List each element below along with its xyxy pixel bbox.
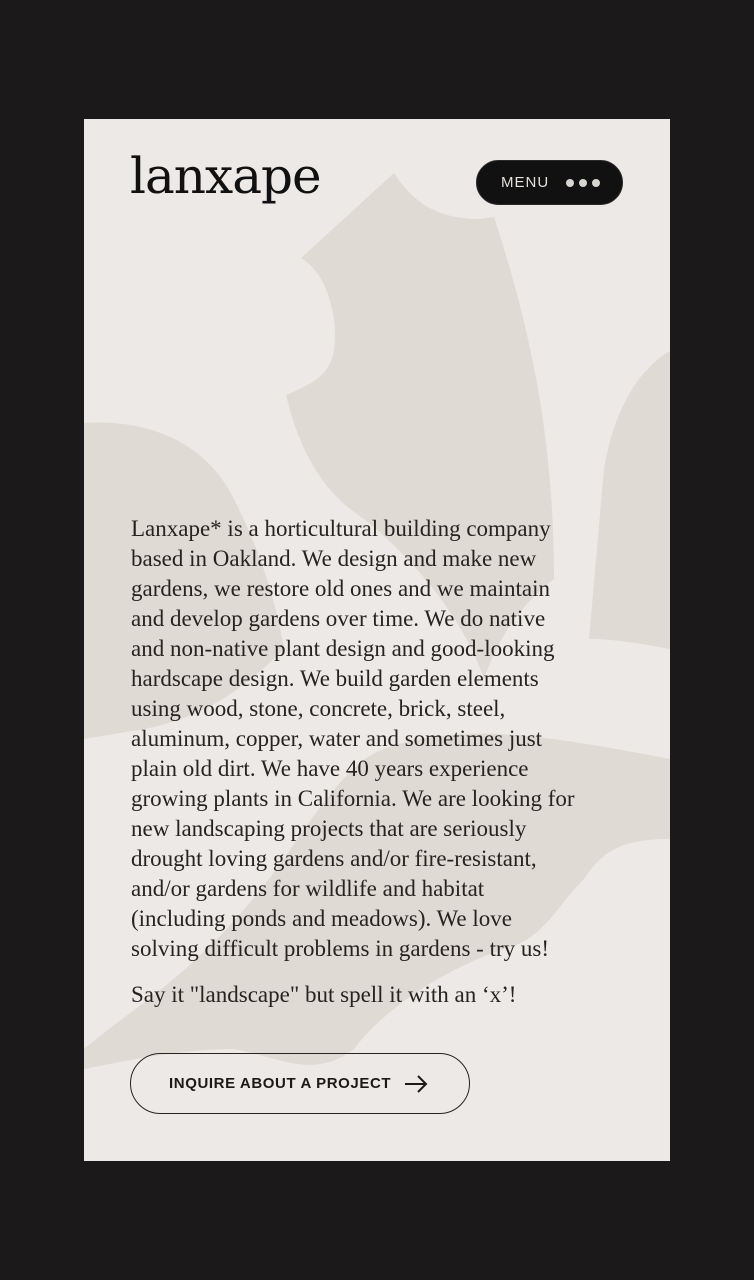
intro-line: based in Oakland. We design and make new <box>131 546 537 571</box>
intro-line: gardens, we restore old ones and we maintain <box>131 576 550 601</box>
intro-line: plain old dirt. We have 40 years experience <box>131 756 529 781</box>
more-dots-icon <box>566 179 600 187</box>
intro-line: new landscaping projects that are seriously <box>131 816 527 841</box>
menu-button[interactable] <box>476 160 623 205</box>
logo[interactable]: lanxape <box>130 147 321 205</box>
inquire-project-button[interactable] <box>130 1053 470 1114</box>
intro-line: and/or gardens for wildlife and habitat <box>131 876 485 901</box>
menu-label: MENU <box>501 174 550 191</box>
arrow-right-icon <box>403 1074 429 1094</box>
intro-line: (including ponds and meadows). We love <box>131 906 512 931</box>
tagline: Say it "landscape" but spell it with an ‘x’! <box>131 982 517 1007</box>
intro-line: using wood, stone, concrete, brick, steel, <box>131 696 506 721</box>
intro-paragraph <box>131 514 651 964</box>
intro-line: aluminum, copper, water and sometimes just <box>131 726 543 751</box>
page-card <box>84 119 670 1161</box>
intro-line: drought loving gardens and/or fire-resistant, <box>131 846 537 871</box>
intro-line: and develop gardens over time. We do native <box>131 606 546 631</box>
intro-line: and non-native plant design and good-looking <box>131 636 555 661</box>
inquire-project-label: INQUIRE ABOUT A PROJECT <box>169 1075 392 1092</box>
intro-line: Lanxape* is a horticultural building company <box>131 516 551 541</box>
intro-line: solving difficult problems in gardens - try us! <box>131 936 549 961</box>
intro-line: growing plants in California. We are looking for <box>131 786 575 811</box>
intro-text <box>131 514 651 1010</box>
intro-line: hardscape design. We build garden elements <box>131 666 539 691</box>
